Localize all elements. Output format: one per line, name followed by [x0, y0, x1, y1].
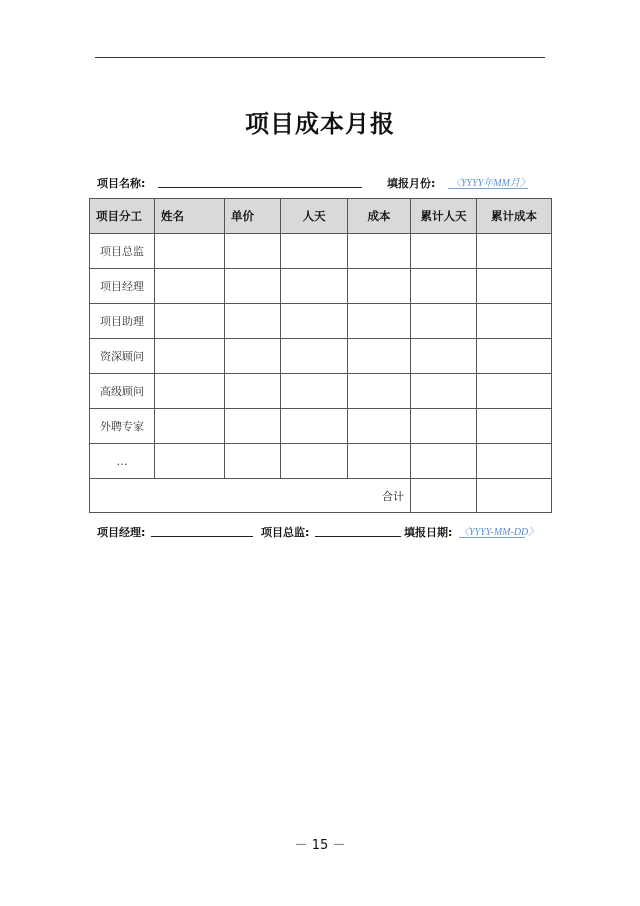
cell-cumulative-cost[interactable] — [477, 339, 552, 374]
cell-person-days[interactable] — [281, 339, 348, 374]
header-rule — [95, 57, 545, 58]
cell-unit-price[interactable] — [225, 444, 281, 479]
total-cumulative-cost[interactable] — [477, 479, 552, 513]
cell-cumulative-days[interactable] — [411, 269, 477, 304]
cell-cumulative-cost[interactable] — [477, 409, 552, 444]
cell-cumulative-days[interactable] — [411, 234, 477, 269]
report-month-field[interactable]: 〈YYYY年MM月〉 — [451, 178, 530, 189]
cell-unit-price[interactable] — [225, 304, 281, 339]
cell-person-days[interactable] — [281, 269, 348, 304]
cell-person-days[interactable] — [281, 409, 348, 444]
cell-cost[interactable] — [348, 234, 411, 269]
pm-label: 项目经理: — [97, 526, 146, 539]
cell-cost[interactable] — [348, 374, 411, 409]
row-role: 外聘专家 — [90, 409, 155, 444]
col-header-person-days: 人天 — [281, 199, 348, 234]
cell-cumulative-cost[interactable] — [477, 304, 552, 339]
row-role-ellipsis: … — [90, 444, 155, 479]
table-row — [90, 304, 552, 339]
cell-name[interactable] — [155, 339, 225, 374]
cell-cost[interactable] — [348, 409, 411, 444]
cell-unit-price[interactable] — [225, 339, 281, 374]
cell-unit-price[interactable] — [225, 234, 281, 269]
table-row — [90, 269, 552, 304]
director-signature-field[interactable] — [315, 536, 401, 537]
row-role: 项目经理 — [90, 269, 155, 304]
page-number: － 15 － — [294, 838, 346, 853]
col-header-name: 姓名 — [155, 199, 225, 234]
cell-name[interactable] — [155, 234, 225, 269]
report-month-label: 填报月份: — [387, 177, 436, 190]
col-header-cost: 成本 — [348, 199, 411, 234]
table-row — [90, 409, 552, 444]
table-row — [90, 374, 552, 409]
cell-name[interactable] — [155, 269, 225, 304]
cost-table — [89, 198, 552, 513]
row-role: 资深顾问 — [90, 339, 155, 374]
table-row — [90, 444, 552, 479]
total-row — [90, 479, 552, 513]
row-role: 高级顾问 — [90, 374, 155, 409]
signature-fields — [97, 523, 537, 541]
cell-name[interactable] — [155, 409, 225, 444]
cell-person-days[interactable] — [281, 374, 348, 409]
project-name-field[interactable] — [158, 187, 362, 188]
col-header-unit-price: 单价 — [225, 199, 281, 234]
cell-cumulative-days[interactable] — [411, 339, 477, 374]
cell-cost[interactable] — [348, 444, 411, 479]
cell-cost[interactable] — [348, 339, 411, 374]
row-role: 项目助理 — [90, 304, 155, 339]
date-label: 填报日期: — [404, 526, 453, 539]
pm-signature-field[interactable] — [151, 536, 253, 537]
table-row — [90, 339, 552, 374]
table-row — [90, 234, 552, 269]
cell-cumulative-cost[interactable] — [477, 374, 552, 409]
cell-name[interactable] — [155, 374, 225, 409]
cell-unit-price[interactable] — [225, 409, 281, 444]
cell-person-days[interactable] — [281, 234, 348, 269]
project-name-label: 项目名称: — [97, 177, 146, 190]
total-cumulative-days[interactable] — [411, 479, 477, 513]
cell-cumulative-cost[interactable] — [477, 444, 552, 479]
table-header-row — [90, 199, 552, 234]
director-label: 项目总监: — [261, 526, 310, 539]
cell-cumulative-cost[interactable] — [477, 269, 552, 304]
cell-cumulative-cost[interactable] — [477, 234, 552, 269]
col-header-cumulative-cost: 累计成本 — [477, 199, 552, 234]
cell-person-days[interactable] — [281, 444, 348, 479]
cell-name[interactable] — [155, 444, 225, 479]
cell-cumulative-days[interactable] — [411, 444, 477, 479]
col-header-role: 项目分工 — [90, 199, 155, 234]
total-label: 合计 — [90, 479, 411, 513]
cell-cumulative-days[interactable] — [411, 374, 477, 409]
cell-person-days[interactable] — [281, 304, 348, 339]
cell-unit-price[interactable] — [225, 269, 281, 304]
cell-name[interactable] — [155, 304, 225, 339]
row-role: 项目总监 — [90, 234, 155, 269]
page-title: 项目成本月报 — [245, 110, 395, 138]
cell-cost[interactable] — [348, 304, 411, 339]
cell-cumulative-days[interactable] — [411, 409, 477, 444]
cell-unit-price[interactable] — [225, 374, 281, 409]
cell-cumulative-days[interactable] — [411, 304, 477, 339]
cell-cost[interactable] — [348, 269, 411, 304]
report-date-field[interactable]: 〈YYYY-MM-DD〉 — [459, 527, 539, 538]
col-header-cumulative-days: 累计人天 — [411, 199, 477, 234]
report-header-fields — [97, 173, 537, 191]
